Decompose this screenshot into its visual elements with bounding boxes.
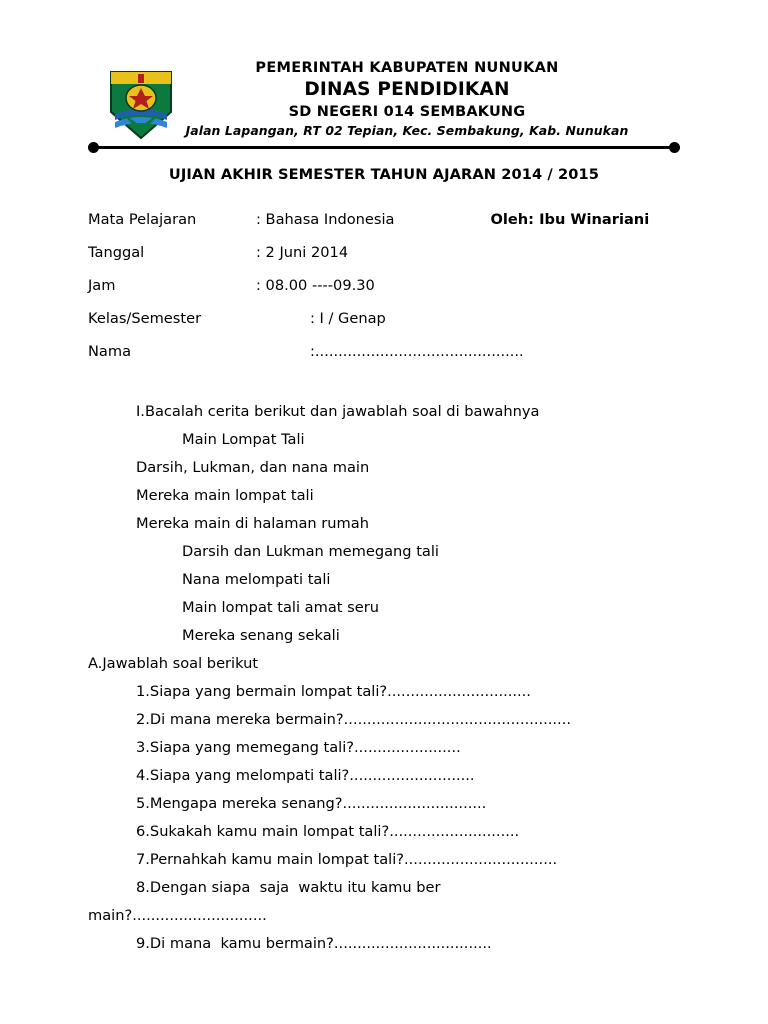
meta-value-date: : 2 Juni 2014 bbox=[256, 244, 349, 261]
meta-value-subject: : Bahasa Indonesia bbox=[256, 211, 395, 228]
story-line: Main lompat tali amat seru bbox=[182, 599, 379, 616]
question-item: 8.Dengan siapa saja waktu itu kamu ber bbox=[136, 879, 441, 896]
question-item: 7.Pernahkah kamu main lompat tali?................................. bbox=[136, 851, 558, 868]
story-line: Mereka senang sekali bbox=[182, 627, 340, 644]
meta-row-subject bbox=[88, 203, 680, 236]
meta-value-name[interactable]: :............................................. bbox=[310, 343, 524, 360]
question-item: 9.Di mana kamu bermain?.................................. bbox=[136, 935, 492, 952]
letterhead-line-address: Jalan Lapangan, RT 02 Tepian, Kec. Sembakung, Kab. Nunukan bbox=[185, 123, 629, 138]
instruction-line: I.Bacalah cerita berikut dan jawablah soal di bawahnya bbox=[136, 403, 540, 420]
meta-label-name: Nama bbox=[88, 343, 132, 360]
meta-teacher: Oleh: Ibu Winariani bbox=[490, 211, 650, 228]
meta-label-date: Tanggal bbox=[88, 244, 145, 261]
nunukan-crest-icon bbox=[105, 68, 177, 142]
meta-value-class: : I / Genap bbox=[310, 310, 386, 327]
story-line: Darsih dan Lukman memegang tali bbox=[182, 543, 439, 560]
letterhead-line-government: PEMERINTAH KABUPATEN NUNUKAN bbox=[255, 60, 559, 76]
meta-value-time: : 08.00 ----09.30 bbox=[256, 277, 375, 294]
exam-title: UJIAN AKHIR SEMESTER TAHUN AJARAN 2014 / 2015 bbox=[168, 166, 600, 183]
story-title: Main Lompat Tali bbox=[182, 431, 305, 448]
letterhead-line-department: DINAS PENDIDIKAN bbox=[304, 79, 510, 100]
exam-meta bbox=[88, 203, 680, 368]
header-divider bbox=[88, 142, 680, 154]
letterhead-line-school: SD NEGERI 014 SEMBAKUNG bbox=[288, 104, 526, 120]
story-line: Darsih, Lukman, dan nana main bbox=[136, 459, 370, 476]
letterhead bbox=[88, 58, 680, 140]
exam-body bbox=[88, 398, 680, 958]
story-line: Mereka main di halaman rumah bbox=[136, 515, 369, 532]
question-item: 4.Siapa yang melompati tali?........................... bbox=[136, 767, 475, 784]
divider-dot-right bbox=[669, 142, 680, 153]
question-item-continuation: main?............................. bbox=[88, 907, 267, 924]
story-line: Nana melompati tali bbox=[182, 571, 331, 588]
question-item: 6.Sukakah kamu main lompat tali?............................ bbox=[136, 823, 520, 840]
meta-label-subject: Mata Pelajaran bbox=[88, 211, 197, 228]
section-a-heading: A.Jawablah soal berikut bbox=[88, 655, 259, 672]
question-item: 2.Di mana mereka bermain?................................................. bbox=[136, 711, 571, 728]
meta-label-time: Jam bbox=[88, 277, 116, 294]
meta-row-class bbox=[88, 302, 680, 335]
meta-row-time bbox=[88, 269, 680, 302]
question-list bbox=[88, 678, 680, 958]
divider-rule bbox=[94, 146, 674, 149]
story-line: Mereka main lompat tali bbox=[136, 487, 314, 504]
meta-label-class: Kelas/Semester bbox=[88, 310, 202, 327]
question-item: 5.Mengapa mereka senang?............................... bbox=[136, 795, 487, 812]
question-item: 1.Siapa yang bermain lompat tali?............................... bbox=[136, 683, 531, 700]
meta-row-name bbox=[88, 335, 680, 368]
meta-row-date bbox=[88, 236, 680, 269]
question-item: 3.Siapa yang memegang tali?....................... bbox=[136, 739, 461, 756]
